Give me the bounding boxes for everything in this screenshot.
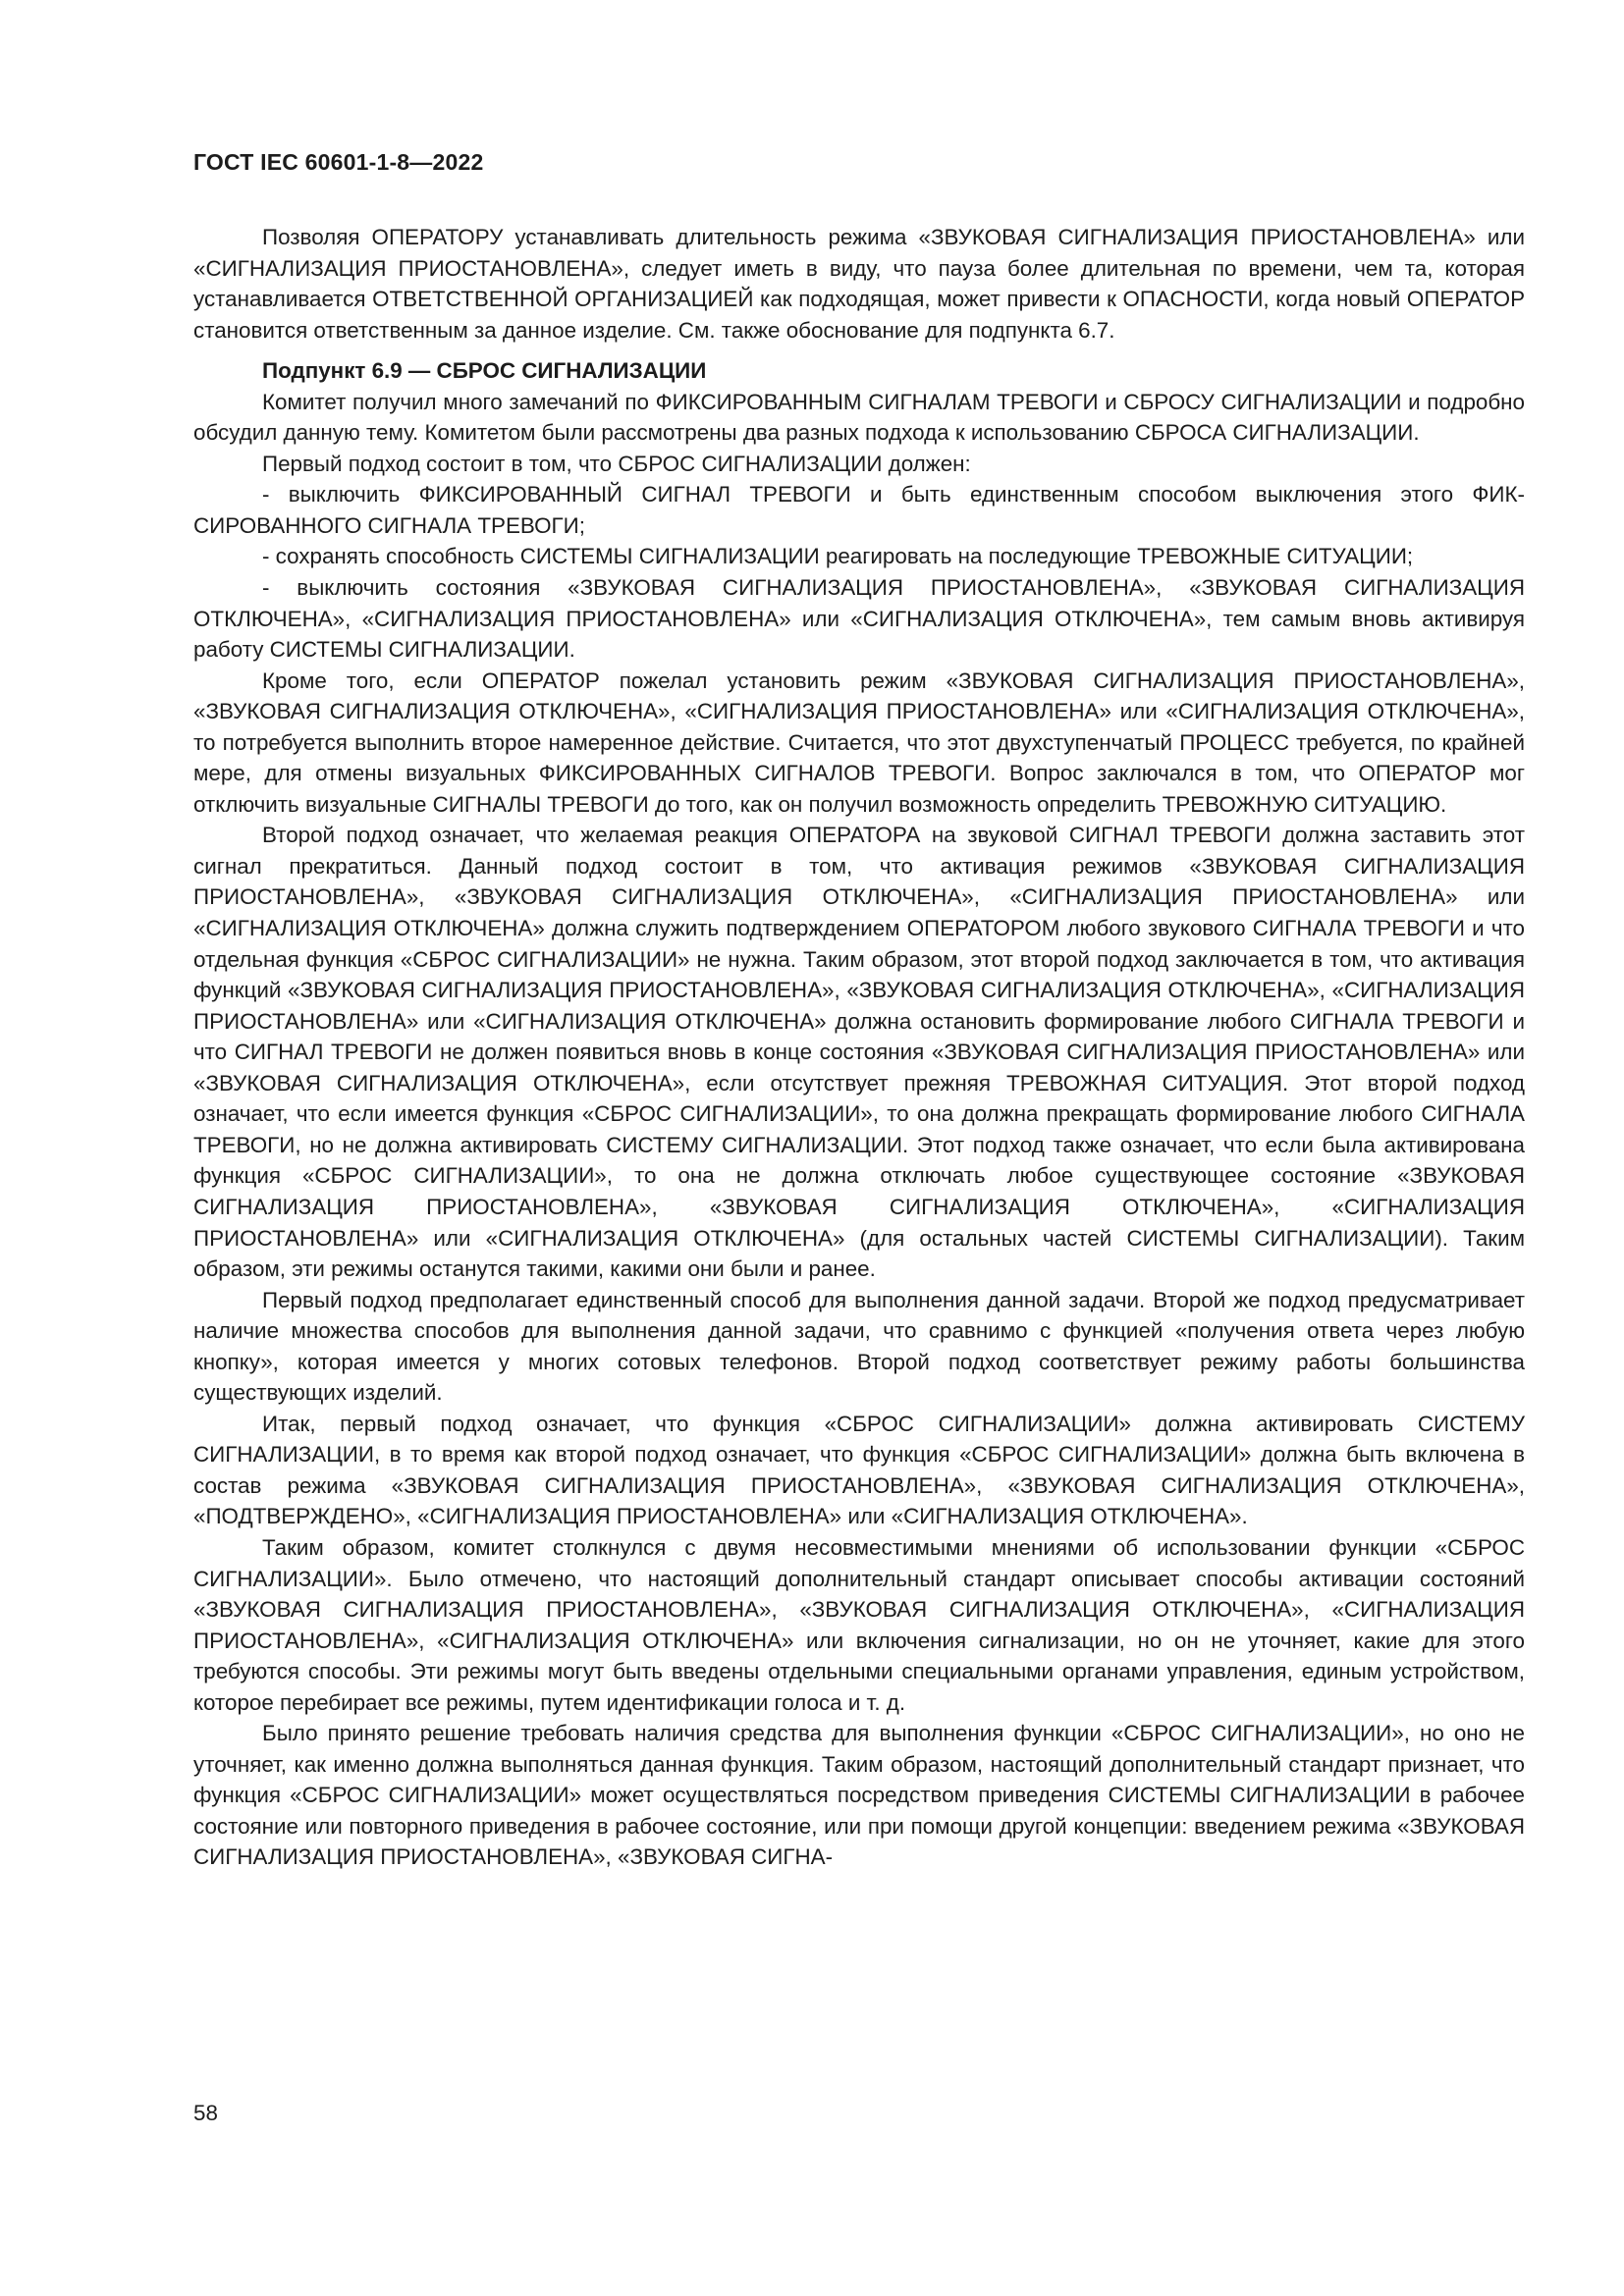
list-item: - выключить ФИКСИРОВАННЫЙ СИГНАЛ ТРЕВОГИ и быть единственным способом выключения этого ФИКСИРОВАННОГО СИГНАЛА ТРЕВОГИ; <box>193 482 1525 538</box>
paragraph: Второй подход означает, что желаемая реакция ОПЕРАТОРА на звуковой СИГНАЛ ТРЕВОГИ должна заставить этот сигнал прекратиться. Данный подход состоит в том, что активация режимов «ЗВУКОВАЯ СИГНАЛИЗАЦИЯ ПРИОСТАНОВЛЕНА», «ЗВУКОВАЯ СИГНАЛИЗАЦИЯ ОТКЛЮЧЕНА», «СИГНАЛИЗАЦИЯ ПРИОСТАНОВЛЕНА» или «СИГНАЛИЗАЦИЯ ОТКЛЮЧЕНА» должна служить подтверждением ОПЕРАТОРОМ любого звукового СИГНАЛА ТРЕВОГИ и что отдельная функция «СБРОС СИГНАЛИЗАЦИИ» не нужна. Таким образом, этот второй подход заключается в том, что активация функций «ЗВУКОВАЯ СИГНАЛИЗАЦИЯ ПРИОСТАНОВЛЕНА», «ЗВУКОВАЯ СИГНАЛИЗАЦИЯ ОТКЛЮЧЕНА», «СИГНАЛИЗАЦИЯ ПРИОСТАНОВЛЕНА» или «СИГНАЛИЗАЦИЯ ОТКЛЮЧЕНА» должна остановить формирование любого СИГНАЛА ТРЕВОГИ и что СИГНАЛ ТРЕВОГИ не должен появиться вновь в конце состояния «ЗВУКОВАЯ СИГНАЛИЗАЦИЯ ПРИОСТАНОВЛЕНА» или «ЗВУКОВАЯ СИГНАЛИЗАЦИЯ ОТКЛЮЧЕНА», если отсутствует прежняя ТРЕВОЖНАЯ СИТУАЦИЯ. Этот второй подход означает, что если имеется функция «СБРОС СИГНАЛИЗАЦИИ», то она должна прекращать формирование любого СИГНАЛА ТРЕВОГИ, но не должна активировать СИСТЕМУ СИГНАЛИЗАЦИИ. Этот подход также означает, что если была активирована функция «СБРОС СИГНАЛИЗАЦИИ», то она не должна отключать любое существующее состояние «ЗВУКОВАЯ СИГНАЛИЗАЦИЯ ПРИОСТАНОВЛЕНА», «ЗВУКОВАЯ СИГНАЛИЗАЦИЯ ОТКЛЮЧЕНА», «СИГНАЛИЗАЦИЯ ПРИОСТАНОВЛЕНА» или «СИГНАЛИЗАЦИЯ ОТКЛЮЧЕНА» (для остальных частей СИСТЕМЫ СИГНАЛИЗАЦИИ). Таким образом, эти режимы останутся такими, какими они были и ранее. <box>193 823 1525 1282</box>
list-item: - сохранять способность СИСТЕМЫ СИГНАЛИЗАЦИИ реагировать на последующие ТРЕВОЖНЫЕ СИТУАЦИИ; <box>262 544 1414 569</box>
paragraph-intro: Позволяя ОПЕРАТОРУ устанавливать длительность режима «ЗВУКОВАЯ СИГНАЛИЗАЦИЯ ПРИОСТАНОВЛЕНА» или «СИГНАЛИЗАЦИЯ ПРИОСТАНОВЛЕНА», следует иметь в виду, что пауза более длительная по времени, чем та, которая устанавливается ОТВЕТСТВЕННОЙ ОРГАНИЗАЦИЕЙ как подходящая, может привести к ОПАСНОСТИ, когда новый ОПЕРАТОР становится ответственным за данное изделие. См. также обоснование для подпункта 6.7. <box>193 225 1525 343</box>
paragraph: Кроме того, если ОПЕРАТОР пожелал установить режим «ЗВУКОВАЯ СИГНАЛИЗАЦИЯ ПРИОСТАНОВЛЕНА», «ЗВУКОВАЯ СИГНАЛИЗАЦИЯ ОТКЛЮЧЕНА», «СИГНАЛИЗАЦИЯ ПРИОСТАНОВЛЕНА» или «СИГНАЛИЗАЦИЯ ОТКЛЮЧЕНА», то потребуется выполнить второе намеренное действие. Считается, что этот двухступенчатый ПРОЦЕСС требуется, по крайней мере, для отмены визуальных ФИКСИРОВАННЫХ СИГНАЛОВ ТРЕВОГИ. Вопрос заключался в том, что ОПЕРАТОР мог отключить визуальные СИГНАЛЫ ТРЕВОГИ до того, как он получил возможность определить ТРЕВОЖНУЮ СИТУАЦИЮ. <box>193 667 1525 817</box>
paragraph: Первый подход предполагает единственный способ для выполнения данной задачи. Второй же подход предусматривает наличие множества способов для выполнения данной задачи, что сравнимо с функцией «получения ответа через любую кнопку», которая имеется у многих сотовых телефонов. Второй подход соответствует режиму работы большинства существующих изделий. <box>193 1287 1525 1406</box>
paragraph: Итак, первый подход означает, что функция «СБРОС СИГНАЛИЗАЦИИ» должна активировать СИСТЕМУ СИГНАЛИЗАЦИИ, в то время как второй подход означает, что функция «СБРОС СИГНАЛИЗАЦИИ» должна быть включена в состав режима «ЗВУКОВАЯ СИГНАЛИЗАЦИЯ ПРИОСТАНОВЛЕНА», «ЗВУКОВАЯ СИГНАЛИЗАЦИЯ ОТКЛЮЧЕНА», «ПОДТВЕРЖДЕНО», «СИГНАЛИЗАЦИЯ ПРИОСТАНОВЛЕНА» или «СИГНАЛИЗАЦИЯ ОТКЛЮЧЕНА». <box>193 1411 1525 1529</box>
running-head-title: ГОСТ IEC 60601-1-8—2022 <box>193 149 484 175</box>
list-item: - выключить состояния «ЗВУКОВАЯ СИГНАЛИЗАЦИЯ ПРИОСТАНОВЛЕНА», «ЗВУКОВАЯ СИГНАЛИЗАЦИЯ ОТКЛЮЧЕНА», «СИГНАЛИЗАЦИЯ ПРИОСТАНОВЛЕНА» или «СИГНАЛИЗАЦИЯ ОТКЛЮЧЕНА», тем самым вновь активируя работу СИСТЕМЫ СИГНАЛИЗАЦИИ. <box>193 575 1525 663</box>
paragraph: Комитет получил много замечаний по ФИКСИРОВАННЫМ СИГНАЛАМ ТРЕВОГИ и СБРОСУ СИГНАЛИЗАЦИИ и подробно обсудил данную тему. Комитетом были рассмотрены два разных подхода к использованию СБРОСА СИГНАЛИЗАЦИИ. <box>193 389 1525 446</box>
body-text <box>193 222 1525 1873</box>
section-heading: Подпункт 6.9 — СБРОС СИГНАЛИЗАЦИИ <box>262 358 707 384</box>
paragraph: Первый подход состоит в том, что СБРОС СИГНАЛИЗАЦИИ должен: <box>262 451 971 476</box>
page-number: 58 <box>193 2101 218 2125</box>
paragraph: Было принято решение требовать наличия средства для выполнения функции «СБРОС СИГНАЛИЗАЦИИ», но оно не уточняет, как именно должна выполняться данная функция. Таким образом, настоящий дополнительный стандарт признает, что функция «СБРОС СИГНАЛИЗАЦИИ» может осуществляться посредством приведения СИСТЕМЫ СИГНАЛИЗАЦИИ в рабочее состояние или повторного приведения в рабочее состояние, или при помощи другой концепции: введением режима «ЗВУКОВАЯ СИГНАЛИЗАЦИЯ ПРИОСТАНОВЛЕНА», «ЗВУКОВАЯ СИГНА- <box>193 1721 1525 1870</box>
paragraph: Таким образом, комитет столкнулся с двумя несовместимыми мнениями об использовании функции «СБРОС СИГНАЛИЗАЦИИ». Было отмечено, что настоящий дополнительный стандарт описывает способы активации состояний «ЗВУКОВАЯ СИГНАЛИЗАЦИЯ ПРИОСТАНОВЛЕНА», «ЗВУКОВАЯ СИГНАЛИЗАЦИЯ ОТКЛЮЧЕНА», «СИГНАЛИЗАЦИЯ ПРИОСТАНОВЛЕНА», «СИГНАЛИЗАЦИЯ ОТКЛЮЧЕНА» или включения сигнализации, но он не уточняет, какие для этого требуются способы. Эти режимы могут быть введены отдельными специальными органами управления, единым устройством, которое перебирает все режимы, путем идентификации голоса и т. д. <box>193 1534 1525 1715</box>
